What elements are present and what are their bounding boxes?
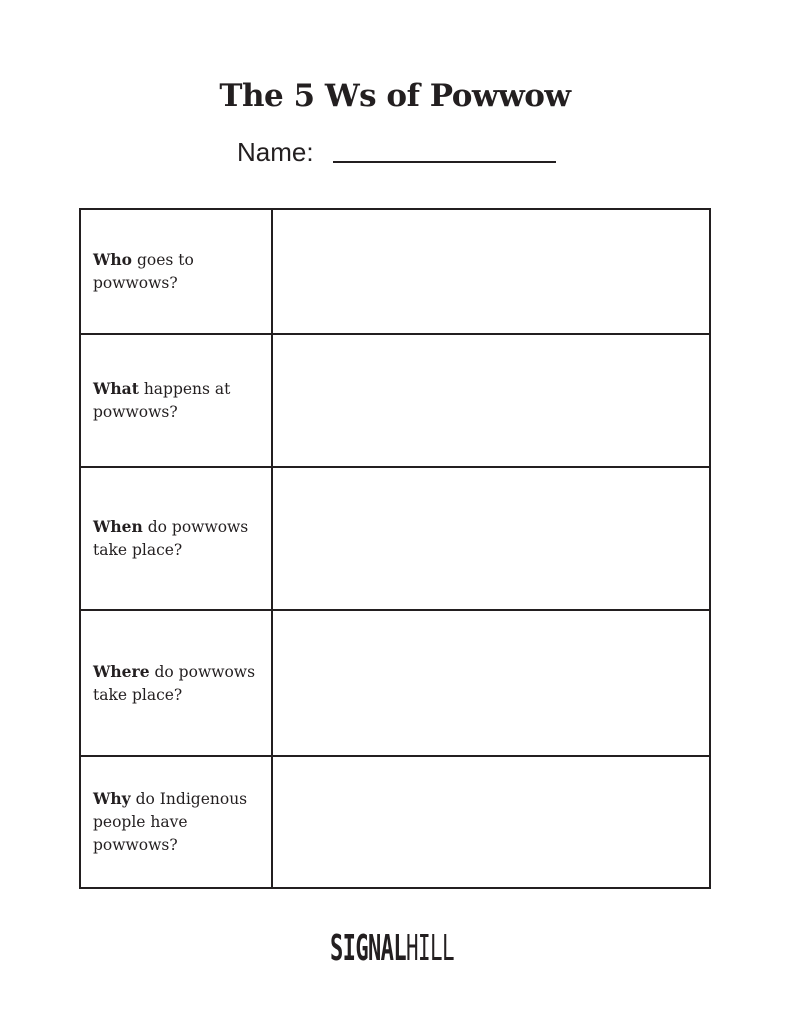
logo-word-signal: SIGNAL <box>330 928 407 969</box>
name-label: Name: <box>237 137 314 167</box>
question-cell <box>81 210 273 333</box>
answer-cell[interactable] <box>273 611 709 755</box>
question-rest: goes to powwows? <box>93 251 194 292</box>
question-rest: do powwows take place? <box>93 662 256 704</box>
signal-hill-logo <box>0 920 790 974</box>
table-row <box>81 757 709 887</box>
answer-cell[interactable] <box>273 468 709 609</box>
question-keyword: Where <box>93 661 150 681</box>
question-keyword: Why <box>93 789 131 808</box>
question-text <box>93 515 259 562</box>
question-cell <box>81 611 273 755</box>
name-write-line[interactable] <box>333 161 556 163</box>
question-cell <box>81 335 273 466</box>
question-text <box>93 248 259 295</box>
table-row <box>81 335 709 468</box>
question-keyword: When <box>93 517 143 536</box>
worksheet-title: The 5 Ws of Powwow <box>219 78 571 114</box>
answer-cell[interactable] <box>273 757 709 887</box>
question-rest: do powwows take place? <box>93 518 249 559</box>
table-row <box>81 468 709 611</box>
answer-cell[interactable] <box>273 210 709 333</box>
table-row <box>81 611 709 757</box>
table-row <box>81 210 709 335</box>
worksheet-table <box>79 208 711 889</box>
question-rest: do Indigenous people have powwows? <box>93 790 248 854</box>
question-rest: happens at powwows? <box>93 380 231 421</box>
question-text <box>93 377 259 424</box>
logo-word-hill: HILL <box>406 928 455 969</box>
answer-cell[interactable] <box>273 335 709 466</box>
question-text <box>93 660 259 707</box>
question-keyword: What <box>93 379 139 398</box>
signal-hill-logo-mark <box>330 920 460 970</box>
name-field <box>237 134 314 168</box>
question-text <box>93 787 259 857</box>
question-cell <box>81 468 273 609</box>
question-cell <box>81 757 273 887</box>
question-keyword: Who <box>93 250 133 269</box>
